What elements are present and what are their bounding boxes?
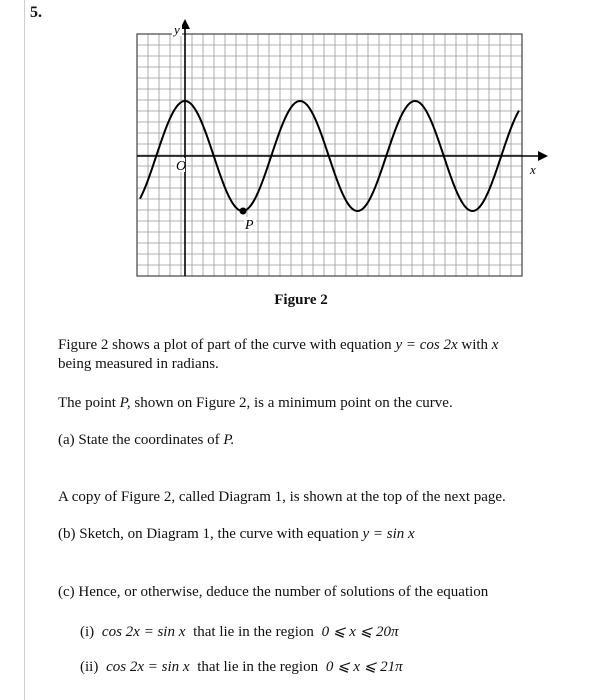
x-axis (137, 151, 548, 161)
y-axis-label: y (174, 22, 180, 37)
part-b (58, 525, 415, 544)
part-c-i-equation: cos 2x = sin x (101, 624, 186, 640)
point-p-symbol: P, (119, 395, 131, 411)
point-p-marker (240, 208, 247, 215)
part-c-ii-text: that lie in the region (197, 659, 319, 675)
intro-text-1: Figure 2 shows a plot of part of the curve with equation (58, 337, 392, 353)
part-a-symbol: P. (223, 432, 235, 448)
part-b-equation: y = sin x (362, 526, 415, 542)
y-axis (180, 19, 190, 276)
intro-text-2: with (461, 337, 489, 353)
point-p-text-2: shown on Figure 2, is a minimum point on the curve. (134, 395, 453, 411)
x-axis-arrow-icon (538, 151, 548, 161)
figure-2-graph (0, 0, 602, 300)
part-c-ii (80, 657, 403, 676)
grid (137, 34, 522, 276)
part-c-i-label: (i) (80, 624, 95, 640)
part-c-i-region: 0 ⩽ x ⩽ 20π (321, 624, 399, 640)
paragraph-point-p (58, 394, 453, 413)
paragraph-diagram-copy: A copy of Figure 2, called Diagram 1, is shown at the top of the next page. (58, 489, 506, 505)
part-c-i-text: that lie in the region (193, 624, 314, 640)
point-p-label: P (245, 218, 254, 233)
part-c-i (80, 622, 398, 641)
part-c: (c) Hence, or otherwise, deduce the number of solutions of the equation (58, 584, 489, 600)
x-axis-label: x (530, 162, 536, 177)
point-p-text-1: The point (58, 395, 116, 411)
part-a (58, 431, 234, 450)
paragraph-intro (58, 336, 498, 374)
part-c-ii-label: (ii) (80, 659, 99, 675)
part-c-ii-region: 0 ⩽ x ⩽ 21π (325, 659, 403, 675)
part-c-ii-equation: cos 2x = sin x (106, 659, 190, 675)
figure-caption: Figure 2 (274, 292, 328, 308)
part-a-text: (a) State the coordinates of (58, 432, 220, 448)
intro-equation: y = cos 2x (395, 337, 458, 353)
question-number: 5. (30, 4, 42, 21)
intro-text-3: being measured in radians. (58, 356, 219, 372)
intro-variable-x: x (491, 337, 499, 353)
part-b-text: (b) Sketch, on Diagram 1, the curve with equation (58, 526, 359, 542)
origin-label: O (176, 159, 187, 174)
